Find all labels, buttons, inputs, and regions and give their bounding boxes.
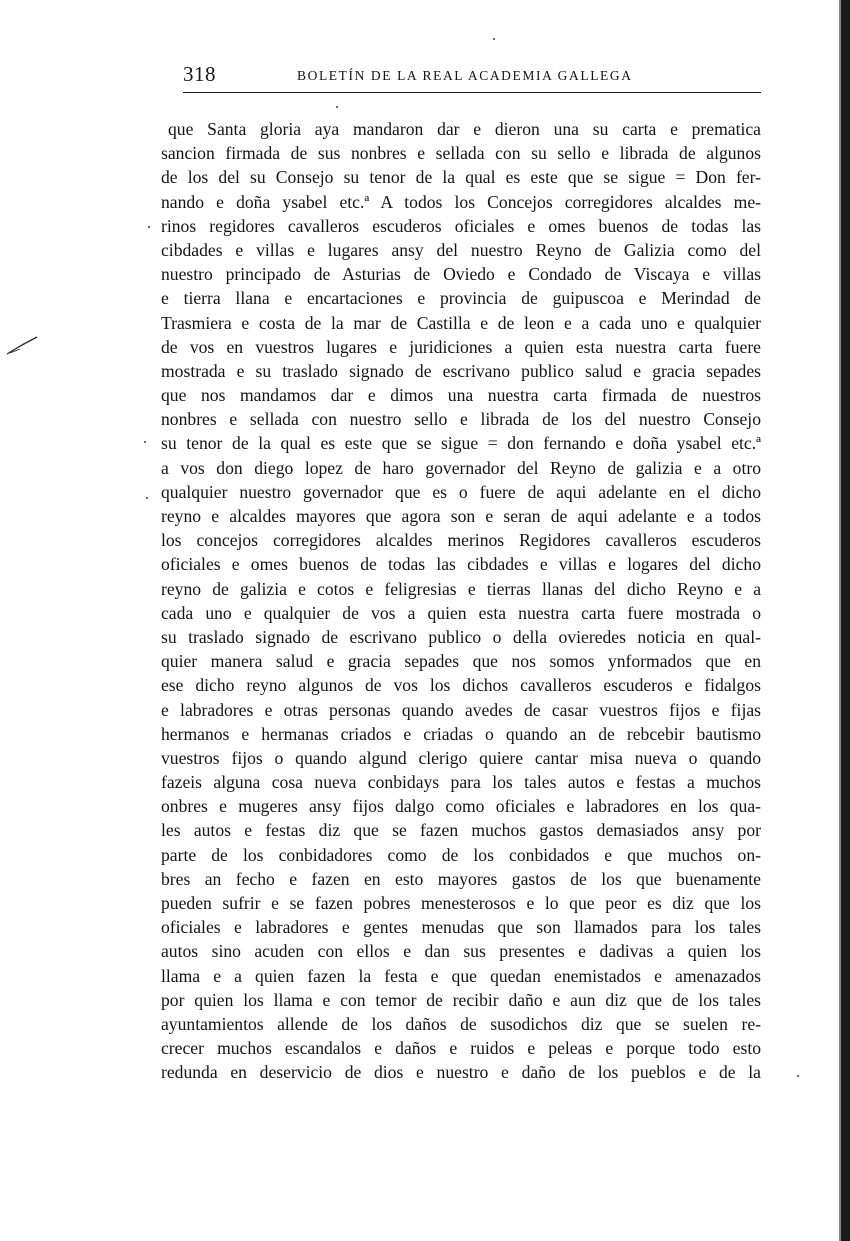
text-line: cibdades e villas e lugares ansy del nuestro Reyno de Galizia como del bbox=[161, 239, 761, 260]
margin-pencil-mark bbox=[6, 336, 38, 356]
text-line: Trasmiera e costa de la mar de Castilla e de leon e a cada uno e qualquier bbox=[161, 312, 761, 333]
text-line: qualquier nuestro governador que es o fuere de aqui adelante en el dicho bbox=[161, 481, 761, 502]
text-line: reyno e alcaldes mayores que agora son e seran de aqui adelante e a todos bbox=[161, 506, 761, 526]
text-line: rinos regidores cavalleros escuderos oficiales e omes buenos de todas las bbox=[161, 215, 761, 236]
text-line: ese dicho reyno algunos de vos los dichos cavalleros escuderos e fidalgos bbox=[161, 675, 761, 696]
text-line: por quien los llama e con temor de recibir daño e aun diz que de los tales bbox=[161, 989, 761, 1010]
page-header bbox=[183, 60, 761, 90]
text-line: que nos mandamos dar e dimos una nuestra carta firmada de nuestros bbox=[161, 385, 761, 406]
text-line: ayuntamientos allende de los daños de susodichos diz que se suelen re- bbox=[161, 1013, 761, 1034]
text-line: e tierra llana e encartaciones e provincia de guipuscoa e Merindad de bbox=[161, 288, 761, 309]
text-line: nonbres e sellada con nuestro sello e librada de los del nuestro Consejo bbox=[161, 409, 761, 430]
text-line: de los del su Consejo su tenor de la qual es este que se sigue = Don fer- bbox=[161, 167, 761, 188]
text-line: crecer muchos escandalos e daños e ruidos e peleas e porque todo esto bbox=[161, 1038, 761, 1059]
text-line: bres an fecho e fazen en esto mayores gastos de los que buenamente bbox=[161, 868, 761, 889]
text-line: hermanos e hermanas criados e criadas o quando an de rebcebir bautismo bbox=[161, 723, 761, 744]
text-line: e labradores e otras personas quando avedes de casar vuestros fijos e fijas bbox=[161, 699, 761, 720]
text-line: oficiales e omes buenos de todas las cibdades e villas e logares del dicho bbox=[161, 554, 761, 575]
paper-speck bbox=[493, 38, 495, 40]
paper-speck bbox=[144, 441, 146, 443]
text-line: parte de los conbidadores como de los conbidados e que muchos on- bbox=[161, 844, 761, 865]
paper-speck bbox=[336, 106, 338, 108]
header-rule bbox=[183, 92, 761, 93]
text-line: onbres e mugeres ansy fijos dalgo como oficiales e labradores en los qua- bbox=[161, 796, 761, 817]
text-line: sancion firmada de sus nonbres e sellada con su sello e librada de algunos bbox=[161, 143, 761, 164]
text-line: nando e doña ysabel etc.ª A todos los Concejos corregidores alcaldes me- bbox=[161, 191, 761, 212]
running-title: BOLETÍN DE LA REAL ACADEMIA GALLEGA bbox=[297, 68, 633, 83]
text-line: su tenor de la qual es este que se sigue = don fernando e doña ysabel etc.ª bbox=[161, 433, 761, 454]
text-line: oficiales e labradores e gentes menudas que son llamados para los tales bbox=[161, 917, 761, 938]
paper-speck bbox=[797, 1075, 799, 1077]
page-number: 318 bbox=[183, 62, 216, 86]
text-line: reyno de galizia e cotos e feligresias e tierras llanas del dicho Reyno e a bbox=[161, 578, 761, 599]
text-line: les autos e festas diz que se fazen muchos gastos demasiados ansy por bbox=[161, 820, 761, 841]
text-line: autos sino acuden con ellos e dan sus presentes e dadivas a quien los bbox=[161, 941, 761, 962]
text-line: que Santa gloria aya mandaron dar e dieron una su carta e prematica bbox=[168, 119, 761, 139]
text-line: quier manera salud e gracia sepades que nos somos ynformados que en bbox=[161, 651, 761, 672]
paper-speck bbox=[146, 497, 148, 499]
text-line: fazeis alguna cosa nueva conbidays para los tales autos e festas a muchos bbox=[161, 772, 761, 793]
text-line: redunda en deservicio de dios e nuestro e daño de los pueblos e de la bbox=[161, 1062, 761, 1083]
text-line: nuestro principado de Asturias de Oviedo e Condado de Viscaya e villas bbox=[161, 264, 761, 285]
text-line: vuestros fijos o quando algund clerigo quiere cantar misa nueva o quando bbox=[161, 747, 761, 768]
text-line: a vos don diego lopez de haro governador del Reyno de galizia e a otro bbox=[161, 457, 761, 478]
body-text bbox=[161, 117, 761, 1085]
text-line: su traslado signado de escrivano publico o della ovieredes noticia en qual- bbox=[161, 626, 761, 647]
text-line: de vos en vuestros lugares e juridiciones a quien esta nuestra carta fuere bbox=[161, 336, 761, 357]
text-line: cada uno e qualquier de vos a quien esta nuestra carta fuere mostrada o bbox=[161, 602, 761, 623]
text-line: llama e a quien fazen la festa e que quedan enemistados e amenazados bbox=[161, 965, 761, 986]
paper-speck bbox=[148, 226, 150, 228]
text-line: pueden sufrir e se fazen pobres menesterosos e lo que peor es diz que los bbox=[161, 893, 761, 913]
text-line: mostrada e su traslado signado de escrivano publico salud e gracia sepades bbox=[161, 360, 761, 381]
scan-edge-shadow bbox=[837, 0, 850, 1241]
text-line: los concejos corregidores alcaldes merinos Regidores cavalleros escuderos bbox=[161, 530, 761, 551]
